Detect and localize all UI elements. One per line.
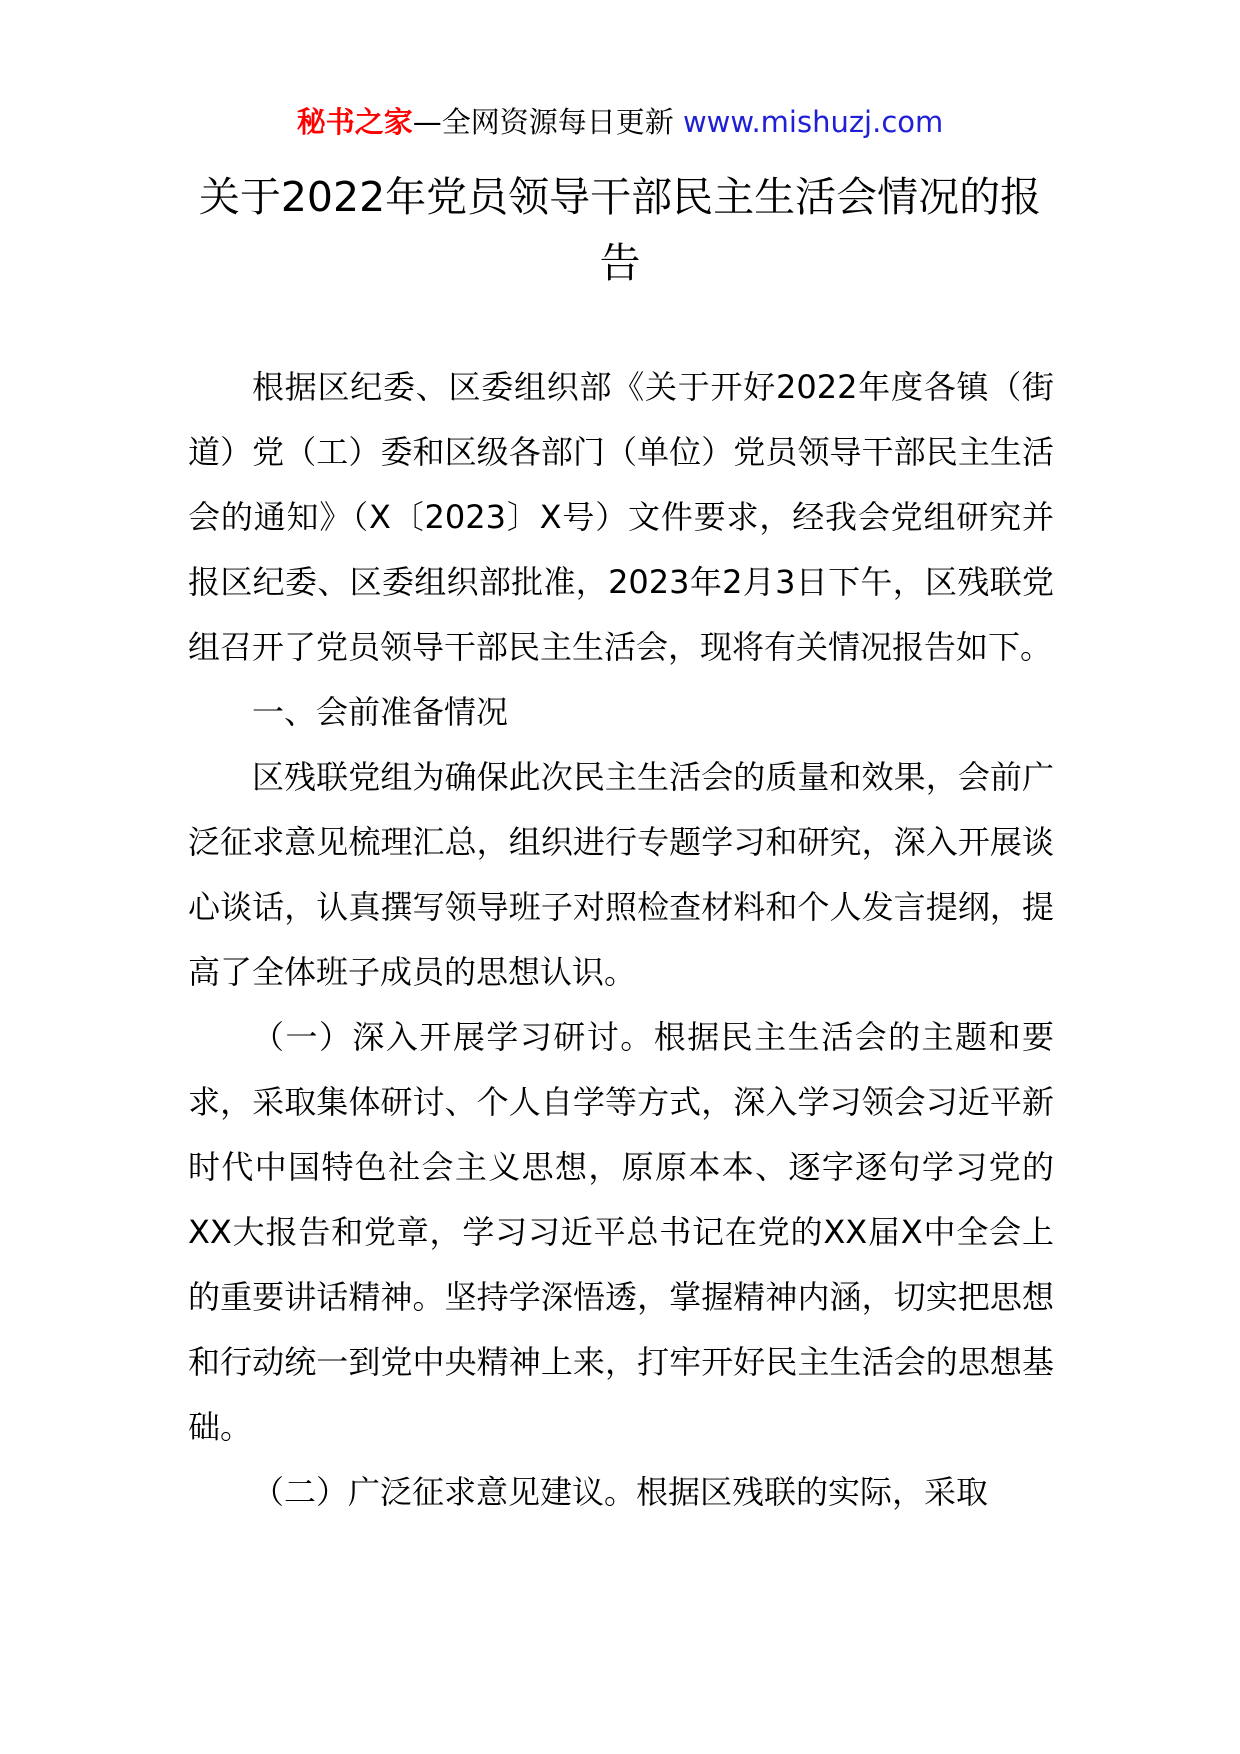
document-title: 关于2022年党员领导干部民主生活会情况的报告 (198, 173, 1042, 287)
paragraph-intro: 根据区纪委、区委组织部《关于开好2022年度各镇（街道）党（工）委和区级各部门（单位）党员领导干部民主生活会的通知》（X〔2023〕X号）文件要求，经我会党组研究并报区纪委、区委组织部批准，2023年2月3日下午，区残联党组召开了党员领导干部民主生活会，现将有关情况报告如下。 (188, 368, 1054, 666)
document-body (188, 355, 1054, 1525)
section-heading-1: 一、会前准备情况 (252, 693, 509, 731)
paragraph-subsection-1: （一）深入开展学习研讨。根据民主生活会的主题和要求，采取集体研讨、个人自学等方式，深入学习领会习近平新时代中国特色社会主义思想，原原本本、逐字逐句学习党的XX大报告和党章，学习习近平总书记在党的XX届X中全会上的重要讲话精神。坚持学深悟透，掌握精神内涵，切实把思想和行动统一到党中央精神上来，打牢开好民主生活会的思想基础。 (188, 1018, 1054, 1446)
site-url-link[interactable]: www.mishuzj.com (682, 105, 944, 139)
brand-name: 秘书之家 (296, 105, 413, 139)
paragraph-subsection-2: （二）广泛征求意见建议。根据区残联的实际，采取 (252, 1473, 989, 1511)
site-header (0, 100, 1240, 144)
paragraph-section-1: 区残联党组为确保此次民主生活会的质量和效果，会前广泛征求意见梳理汇总，组织进行专题学习和研究，深入开展谈心谈话，认真撰写领导班子对照检查材料和个人发言提纲，提高了全体班子成员的思想认识。 (188, 758, 1054, 991)
header-tagline: —全网资源每日更新 (412, 105, 674, 139)
